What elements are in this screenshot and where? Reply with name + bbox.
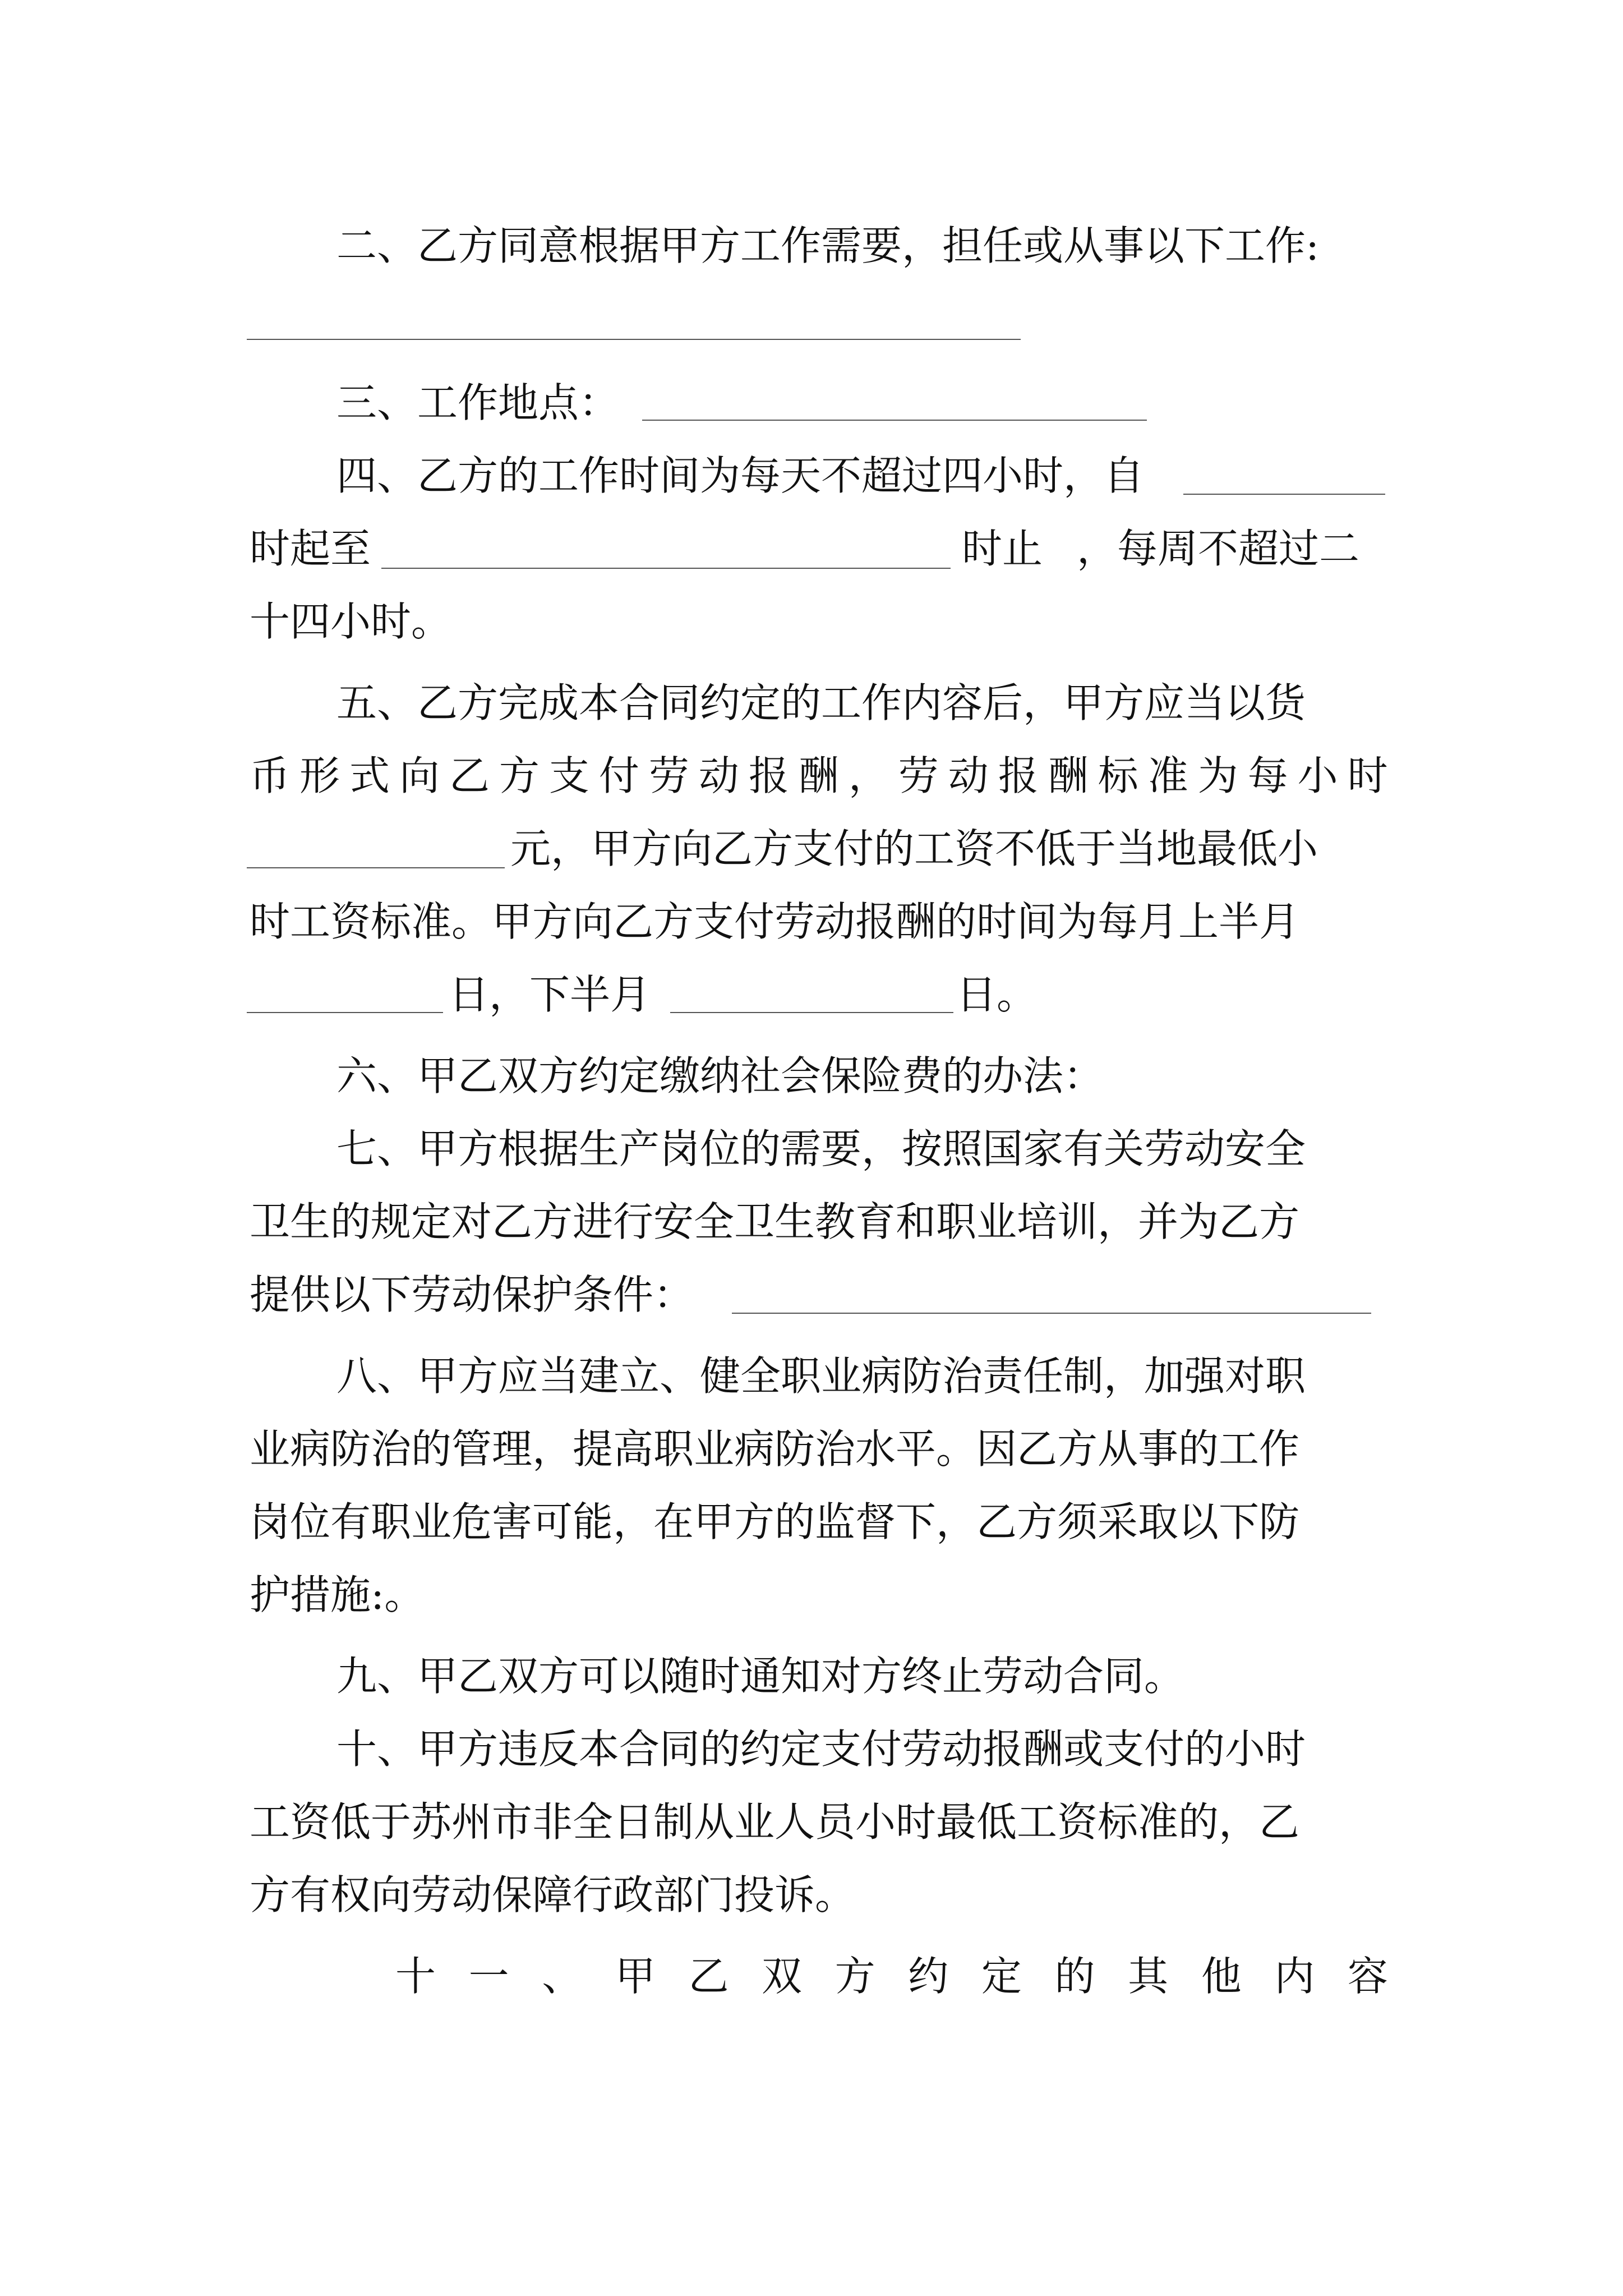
justified-char: 一 xyxy=(468,1953,509,2000)
justified-char: 支 xyxy=(548,752,589,799)
clause-2-text: 二、乙方同意根据甲方工作需要，担任或从事以下工作: xyxy=(336,222,1320,269)
justified-char: 式 xyxy=(349,752,390,799)
clause-4-line-2b: 时止 xyxy=(962,525,1043,572)
clause-7-line-2: 卫生的规定对乙方进行安全卫生教育和职业培训，并为乙方 xyxy=(250,1198,1300,1245)
clause-6-text: 六、甲乙双方约定缴纳社会保险费的办法： xyxy=(336,1052,1104,1099)
justified-char: 向 xyxy=(399,752,440,799)
justified-char: 时 xyxy=(1347,752,1388,799)
justified-char: ， xyxy=(848,752,889,799)
justified-char: 动 xyxy=(698,752,739,799)
justified-char: 约 xyxy=(908,1953,949,2000)
clause-10-line-1: 十、甲方违反本合同的约定支付劳动报酬或支付的小时 xyxy=(336,1726,1306,1773)
clause-7-protection-blank[interactable] xyxy=(732,1313,1371,1314)
clause-8-line-2: 业病防治的管理，提高职业病防治水平。因乙方从事的工作 xyxy=(250,1425,1300,1473)
justified-char: 劳 xyxy=(898,752,939,799)
justified-char: 为 xyxy=(1197,752,1238,799)
justified-char: 方 xyxy=(834,1953,875,2000)
justified-char: 乙 xyxy=(688,1953,729,2000)
justified-char: 报 xyxy=(748,752,789,799)
justified-char: 内 xyxy=(1274,1953,1315,2000)
justified-char: 十 xyxy=(395,1953,436,2000)
clause-3-text: 三、工作地点： xyxy=(336,379,620,426)
justified-char: 方 xyxy=(499,752,540,799)
justified-char: 每 xyxy=(1247,752,1288,799)
justified-char: 付 xyxy=(598,752,639,799)
justified-char: 、 xyxy=(542,1953,583,2000)
justified-char: 甲 xyxy=(615,1953,656,2000)
clause-5-line-5b: 日。 xyxy=(956,971,1038,1018)
clause-4-line-2a: 时起至 xyxy=(250,525,371,572)
clause-10-line-3: 方有权向劳动保障行政部门投诉。 xyxy=(250,1871,856,1918)
clause-5-hourly-rate-blank[interactable] xyxy=(247,867,505,868)
clause-9-text: 九、甲乙双方可以随时通知对方终止劳动合同。 xyxy=(336,1653,1185,1700)
justified-char: 乙 xyxy=(449,752,490,799)
justified-char: 酬 xyxy=(798,752,839,799)
justified-char: 币 xyxy=(250,752,291,799)
justified-char: 准 xyxy=(1147,752,1188,799)
clause-7-line-3: 提供以下劳动保护条件： xyxy=(250,1271,694,1318)
clause-5-second-half-day-blank[interactable] xyxy=(670,1012,953,1013)
justified-char: 双 xyxy=(762,1953,803,2000)
clause-5-line-1: 五、乙方完成本合同约定的工作内容后，甲方应当以货 xyxy=(336,679,1306,726)
clause-5-line-2 xyxy=(250,749,1388,803)
justified-char: 小 xyxy=(1297,752,1338,799)
clause-5-line-3: 元，甲方向乙方支付的工资不低于当地最低小 xyxy=(510,825,1318,872)
justified-char: 动 xyxy=(948,752,989,799)
clause-8-line-4: 护措施:。 xyxy=(250,1571,425,1618)
justified-char: 其 xyxy=(1128,1953,1169,2000)
justified-char: 的 xyxy=(1054,1953,1095,2000)
clause-4-end-time-blank[interactable] xyxy=(381,568,951,569)
clause-3-blank-line[interactable] xyxy=(642,420,1147,421)
clause-11-heading xyxy=(395,1949,1388,2003)
clause-8-line-1: 八、甲方应当建立、健全职业病防治责任制，加强对职 xyxy=(336,1352,1306,1400)
clause-5-first-half-day-blank[interactable] xyxy=(247,1012,443,1013)
justified-char: 定 xyxy=(981,1953,1022,2000)
justified-char: 容 xyxy=(1347,1953,1388,2000)
clause-4-start-time-blank[interactable] xyxy=(1183,494,1385,495)
clause-4-line-2c: ，每周不超过二 xyxy=(1077,525,1360,572)
clause-2-blank-line xyxy=(247,339,1021,340)
clause-4-line-1: 四、乙方的工作时间为每天不超过四小时，自 xyxy=(336,452,1145,499)
clause-7-line-1: 七、甲方根据生产岗位的需要，按照国家有关劳动安全 xyxy=(336,1125,1306,1172)
clause-5-line-4: 时工资标准。甲方向乙方支付劳动报酬的时间为每月上半月 xyxy=(250,898,1300,945)
clause-4-line-3: 十四小时。 xyxy=(250,598,452,645)
justified-char: 标 xyxy=(1098,752,1138,799)
clause-5-line-5a: 日，下半月 xyxy=(449,971,651,1018)
clause-10-line-2: 工资低于苏州市非全日制从业人员小时最低工资标准的，乙 xyxy=(250,1798,1300,1846)
justified-char: 劳 xyxy=(648,752,689,799)
justified-char: 他 xyxy=(1201,1953,1242,2000)
clause-8-line-3: 岗位有职业危害可能，在甲方的监督下，乙方须采取以下防 xyxy=(250,1498,1300,1545)
justified-char: 酬 xyxy=(1048,752,1089,799)
justified-char: 形 xyxy=(299,752,340,799)
justified-char: 报 xyxy=(998,752,1039,799)
